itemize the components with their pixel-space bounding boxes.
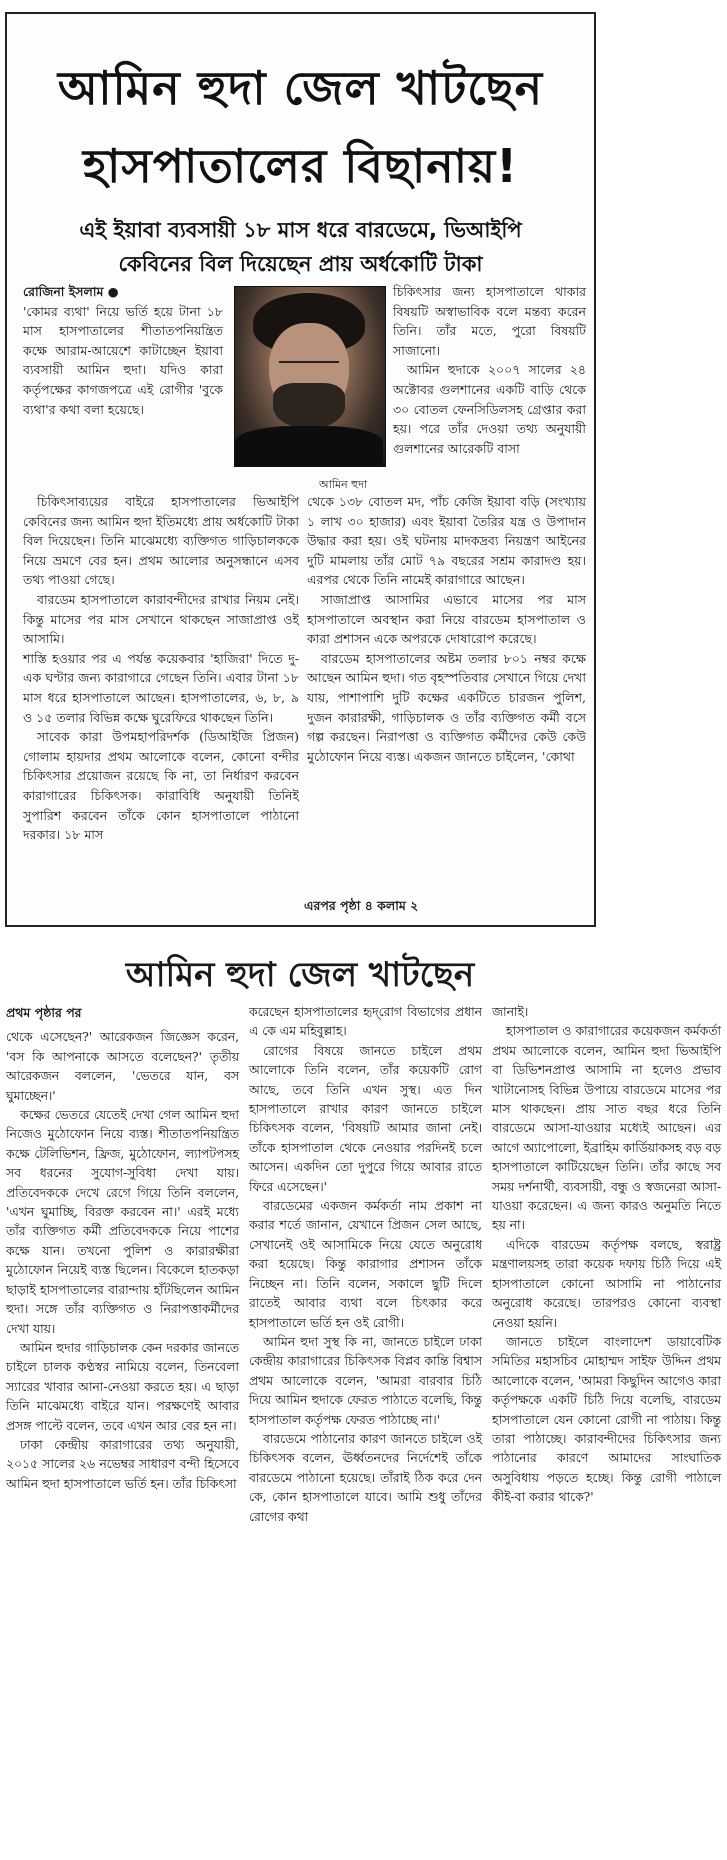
paragraph: আমিন হুদার গাড়িচালক কেন দরকার জানতে চাইলে চালক কণ্ঠস্বর নামিয়ে বলেন, তিনবেলা স্যারের খাবার আনা-নেওয়া করতে হয়। এ ছাড়া তিনি মাঝেমধ্যে বাইরে যান। পরক্ষণেই আবার প্রসঙ্গ পাল্টে বলেন, তবে এখন আর বের হন না।: [6, 1340, 239, 1433]
jump-line: এরপর পৃষ্ঠা ৪ কলাম ২: [304, 898, 419, 913]
headline-line2: হাসপাতালের বিছানায়!: [82, 139, 519, 193]
paragraph: এদিকে বারডেম কর্তৃপক্ষ বলছে, স্বরাষ্ট্র মন্ত্রণালয়সহ তারা কয়েক দফায় চিঠি দিয়ে এই হাসপাতালে কোনো আসামি না পাঠানোর অনুরোধ করেছে। তারপরও কোনো ব্যবস্থা নেওয়া হয়নি।: [492, 1237, 721, 1330]
col2-top: [393, 282, 586, 458]
headline-line1: আমিন হুদা জেল খাটছেন: [57, 61, 544, 115]
cont-col2: [249, 1003, 482, 1527]
col1-bottom: [23, 492, 299, 845]
subhead-line1: এই ইয়াবা ব্যবসায়ী ১৮ মাস ধরে বারডেমে, ভিআইপি: [79, 218, 522, 242]
from-page-label: প্রথম পৃষ্ঠার পর: [6, 1005, 82, 1020]
amin-huda-photo: [234, 286, 386, 467]
paragraph: চিকিৎসার জন্য হাসপাতালে থাকার বিষয়টি অস্বাভাবিক বলে মন্তব্য করেন তিনি। তাঁর মতে, পুরো বিষয়টি সাজানো।: [393, 284, 586, 358]
cont-col1: [6, 1003, 239, 1494]
col1-top: [23, 282, 223, 419]
paragraph: ঢাকা কেন্দ্রীয় কারাগারের তথ্য অনুযায়ী, ২০১৫ সালের ২৬ নভেম্বর সাধারণ বন্দী হিসেবে আমিন হুদা হাসপাতালে ভর্তি হন। তাঁর চিকিৎসা: [6, 1437, 239, 1491]
paragraph: করেছেন হাসপাতালের হৃদ্‌রোগ বিভাগের প্রধান এ কে এম মহিবুল্লাহ।: [249, 1005, 482, 1039]
front-page-clipping: [5, 12, 596, 927]
subhead-line2: কেবিনের বিল দিয়েছেন প্রায় অর্ধকোটি টাকা: [118, 252, 483, 276]
col2-bottom: [307, 492, 586, 766]
cont-col3: [492, 1003, 721, 1508]
continuation-clipping: [0, 935, 727, 1860]
paragraph: থেকে এসেছেন?' আরেকজন জিজ্ঞেস করেন, 'বস কি আপনাকে আসতে বলেছেন?' তৃতীয় আরেকজন বললেন, 'ভেতরে যান, বস ঘুমাচ্ছেন।': [6, 1030, 239, 1103]
paragraph: থেকে ১৩৮ বোতল মদ, পাঁচ কেজি ইয়াবা বড়ি (সংখ্যায় ১ লাখ ৩০ হাজার) এবং ইয়াবা তৈরির যন্ত্র ও উপাদান উদ্ধার করা হয়। ওই ঘটনায় মাদকদ্রব্য নিয়ন্ত্রণ আইনের দুটি মামলায় তাঁর মোট ৭৯ বছরের সশ্রম কারাদণ্ড হয়। এরপর থেকে তিনি নামেই কারাগারে আছেন।: [307, 494, 586, 588]
paragraph: শাস্তি হওয়ার পর এ পর্যন্ত কয়েকবার 'হাজিরা' দিতে দু-এক ঘণ্টার জন্য কারাগারে গেছেন তিনি। এবার টানা ১৮ মাস ধরে হাসপাতালে আছেন। হাসপাতালের, ৬, ৮, ৯ ও ১৫ তলার বিভিন্ন কক্ষে ঘুরেফিরে থাকছেন তিনি।: [23, 650, 299, 725]
paragraph: সাবেক কারা উপমহাপরিদর্শক (ডিআইজি প্রিজন) গোলাম হায়দার প্রথম আলোকে বলেন, কোনো বন্দীর চিকিৎসার প্রয়োজন রয়েছে কি না, তা নির্ধারণ করবেন কারাগারের চিকিৎসক। কারাবিধি অনুযায়ী তিনিই সুপারিশ করবেন তাঁকে কোন হাসপাতালে পাঠানো দরকার। ১৮ মাস: [23, 729, 299, 843]
paragraph: সাজাপ্রাপ্ত আসামির এভাবে মাসের পর মাস হাসপাতালে অবস্থান করা নিয়ে বারডেম হাসপাতাল ও কারা প্রশাসন একে অপরকে দোষারোপ করেছে।: [307, 591, 586, 647]
paragraph: চিকিৎসাব্যয়ের বাইরে হাসপাতালের ভিআইপি কেবিনের জন্য আমিন হুদা ইতিমধ্যে প্রায় অর্ধকোটি টাকা বিল দিয়েছেন। তিনি মাঝেমধ্যে ব্যক্তিগত গাড়িচালককে নিয়ে ভ্রমণে বের হন। প্রথম আলোর অনুসন্ধানে এসব তথ্য পাওয়া গেছে।: [23, 494, 299, 588]
paragraph: 'কোমর ব্যথা' নিয়ে ভর্তি হয়ে টানা ১৮ মাস হাসপাতালের শীতাতপনিয়ন্ত্রিত কক্ষে আরাম-আয়েশে কাটাচ্ছেন ইয়াবা ব্যবসায়ী আমিন হুদা। যদিও কারা কর্তৃপক্ষের কাগজপত্রে এই রোগীর 'বুকে ব্যথা'র কথা বলা হয়েছে।: [23, 303, 223, 417]
paragraph: কক্ষের ভেতরে যেতেই দেখা গেল আমিন হুদা নিজেও মুঠোফোন নিয়ে ব্যস্ত। শীতাতপনিয়ন্ত্রিত কক্ষে টেলিভিশন, ফ্রিজ, মুঠোফোন, ল্যাপটপসহ সব ধরনের সুযোগ-সুবিধা দেখা যায়। প্রতিবেদককে দেখে রেগে গিয়ে তিনি বললেন, 'এখন ঘুমাচ্ছি, বিরক্ত করবেন না।' এরই মধ্যে তাঁর ব্যক্তিগত কর্মী প্রতিবেদককে নিয়ে পাশের কক্ষে যান। তখনো পুলিশ ও কারারক্ষীরা মুঠোফোন নিয়েই ব্যস্ত ছিলেন। বিকেলে হাতকড়া ছাড়াই হাসপাতালের বারান্দায় হাঁটছিলেন আমিন হুদা। সঙ্গে তাঁর ব্যক্তিগত ও নিরাপত্তাকর্মীদের দেখা যায়।: [6, 1108, 239, 1336]
byline: রোজিনা ইসলাম ●: [23, 284, 119, 299]
continuation-headline: আমিন হুদা জেল খাটছেন: [125, 955, 475, 995]
photo-caption: আমিন হুদা: [319, 478, 368, 491]
paragraph: বারডেমের একজন কর্মকর্তা নাম প্রকাশ না করার শর্তে জানান, যেখানে প্রিজন সেল আছে, সেখানেই ওই আসামিকে নিয়ে যেতে অনুরোধ করা হয়েছে। কিন্তু কারাগার প্রশাসন তাঁকে নিচ্ছেন না। তিনি বলেন, সকালে ছুটি দিলে রাতেই আবার ব্যথা বলে চিৎকার করে হাসপাতালে ভর্তি হন ওই রোগী।: [249, 1199, 482, 1330]
paragraph: বারডেম হাসপাতালে কারাবন্দীদের রাখার নিয়ম নেই। কিন্তু মাসের পর মাস সেখানে থাকছেন সাজাপ্রাপ্ত ওই আসামি।: [23, 591, 299, 647]
paragraph: বারডেমে পাঠানোর কারণ জানতে চাইলে ওই চিকিৎসক বলেন, ঊর্ধ্বতনদের নির্দেশেই তাঁকে বারডেমে পাঠানো হয়েছে। তাঁরাই ঠিক করে দেন কে, কোন হাসপাতালে যাবে। আমি শুধু তাঁদের রোগের কথা: [249, 1431, 482, 1524]
paragraph: আমিন হুদা সুস্থ কি না, জানতে চাইলে ঢাকা কেন্দ্রীয় কারাগারের চিকিৎসক বিপ্লব কান্তি বিশ্বাস প্রথম আলোকে বলেন, 'আমরা বারবার চিঠি দিয়ে আমিন হুদাকে ফেরত পাঠাতে বলেছি, কিন্তু হাসপাতাল কর্তৃপক্ষ ফেরত পাঠাচ্ছে না।': [249, 1334, 482, 1427]
paragraph: হাসপাতাল ও কারাগারের কয়েকজন কর্মকর্তা প্রথম আলোকে বলেন, আমিন হুদা ভিআইপি বা ডিভিশনপ্রাপ্ত আসামি না হলেও প্রভাব খাটানোসহ বিভিন্ন উপায়ে বারডেমে মাসের পর মাস থাকছেন। প্রায় সাত বছর ধরে তিনি বারডেমে আসা-যাওয়ার মধ্যেই আছেন। এর আগে অ্যাপোলো, ইব্রাহিম কার্ডিয়াকসহ বড় বড় হাসপাতালে কাটিয়েছেন তিনি। তাঁর কাছে সব সময় দর্শনার্থী, ব্যবসায়ী, বন্ধু ও স্বজনেরা আসা-যাওয়া করেছেন। এ জন্য কারও অনুমতি নিতে হয় না।: [492, 1024, 721, 1233]
paragraph: জানাই।: [492, 1005, 529, 1019]
paragraph: বারডেম হাসপাতালের অষ্টম তলার ৮০১ নম্বর কক্ষে আছেন আমিন হুদা। গত বৃহস্পতিবার সেখানে গিয়ে দেখা যায়, পাশাপাশি দুটি কক্ষের একটিতে চারজন পুলিশ, দুজন কারারক্ষী, গাড়িচালক ও তাঁর ব্যক্তিগত কর্মী বসে গল্প করছেন। নিরাপত্তা ও ব্যক্তিগত কর্মীদের কেউ কেউ মুঠোফোন নিয়ে ব্যস্ত। একজন জানতে চাইলেন, 'কোথা: [307, 650, 586, 764]
paragraph: আমিন হুদাকে ২০০৭ সালের ২৪ অক্টোবর গুলশানের একটি বাড়ি থেকে ৩০ বোতল ফেনসিডিলসহ গ্রেপ্তার করা হয়। পরে তাঁর দেওয়া তথ্য অনুযায়ী গুলশানের আরেকটি বাসা: [393, 362, 586, 456]
paragraph: রোগের বিষয়ে জানতে চাইলে প্রথম আলোকে তিনি বলেন, তাঁর কয়েকটি রোগ আছে, তবে তিনি এখন সুস্থ। এত দিন হাসপাতালে রাখার কারণ জানতে চাইলে চিকিৎসক বলেন, 'বিষয়টি আমার জানা নেই। তাঁকে হাসপাতাল থেকে নেওয়ার পরদিনই চলে আসেন। একদিন তো দুপুরে গিয়ে আবার রাতে ফিরে এসেছেন।': [249, 1043, 482, 1194]
paragraph: জানতে চাইলে বাংলাদেশ ডায়াবেটিক সমিতির মহাসচিব মোহাম্মদ সাইফ উদ্দিন প্রথম আলোকে বলেন, 'আমরা কিছুদিন আগেও কারা কর্তৃপক্ষকে একটি চিঠি দিয়ে বলেছি, বারডেম হাসপাতালে যেন কোনো রোগী না পাঠায়। কিন্তু তারা পাঠাচ্ছে। কারাবন্দীদের চিকিৎসার জন্য পাঠানোর কারণে আমাদের সাংঘাতিক অসুবিধায় পড়তে হচ্ছে। কিন্তু রোগী পাঠালে কীই-বা করার থাকে?': [492, 1334, 721, 1505]
